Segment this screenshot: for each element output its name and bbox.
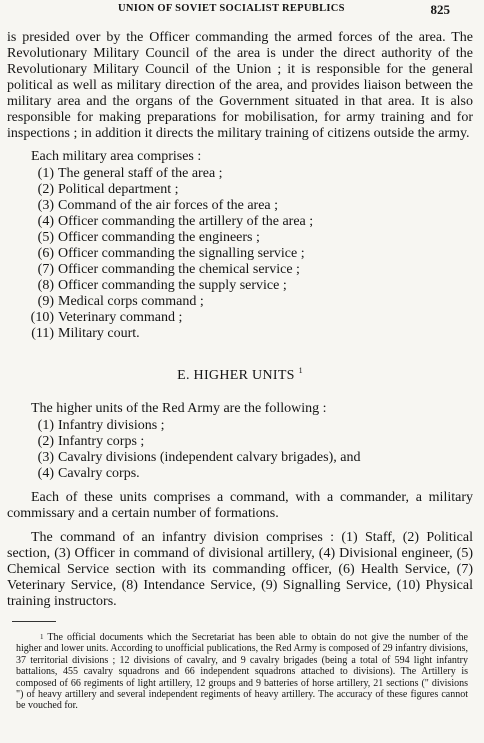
footnote-text: The official documents which the Secretariat has been able to obtain do not give the number of the higher and lower units. According to unofficial publications, the Red Army is composed of 29 infantry divisions, 37 territorial divisions ; 12 divisions of cavalry, and 9 cavalry brigades (being a total of 594 light infantry battalions, 455 cavalry squadrons and 66 independent squadrons attached to divisions). The Artillery is composed of 66 regiments of light artillery, 12 groups and 9 batteries of horse artillery, 21 sections (" divisions ") of heavy artillery and several independent regiments of heavy artillery. The accuracy of these figures cannot be vouched for.	[16, 632, 468, 712]
area-list-item-number: (8)	[37, 278, 54, 293]
units-list-intro: The higher units of the Red Army are the following :	[31, 401, 327, 416]
area-list-item-text: Officer commanding the engineers ;	[58, 230, 260, 245]
area-list-item-number: (6)	[37, 246, 54, 261]
area-list-item	[7, 326, 473, 342]
area-list-item-text: Military court.	[58, 326, 140, 341]
units-list-item-number: (4)	[37, 466, 54, 481]
intro-paragraph: is presided over by the Officer commanding the armed forces of the area. The Revolutionary Military Council of the area is under the direct authority of the Revolutionary Military Council of the Union ; it is responsible for the general political as well as military direction of the area, and provides liaison between the military area and the organs of the Government situated in that area. It is also responsible for making preparations for mobilisation, for army training and for inspections ; in addition it directs the military training of citizens outside the army.	[7, 30, 473, 141]
area-list-intro: Each military area comprises :	[31, 149, 202, 164]
units-list-item-number: (1)	[37, 418, 54, 433]
area-list-item	[7, 182, 473, 198]
area-list-item-number: (3)	[37, 198, 54, 213]
page-number: 825	[430, 2, 450, 17]
area-list-item-number: (10)	[30, 310, 54, 325]
area-list-item	[7, 246, 473, 262]
area-list-item-number: (9)	[37, 294, 54, 309]
area-list-item-text: Command of the air forces of the area ;	[58, 198, 279, 213]
area-list-item	[7, 262, 473, 278]
area-list-item-number: (5)	[37, 230, 54, 245]
area-list-item-text: Officer commanding the signalling service ;	[58, 246, 305, 261]
footnote	[16, 632, 468, 712]
running-title: UNION OF SOVIET SOCIALIST REPUBLICS	[118, 3, 345, 14]
area-list-item	[7, 310, 473, 326]
units-list-item	[7, 450, 473, 466]
section-heading	[7, 368, 473, 384]
units-list-item-text: Infantry corps ;	[58, 434, 145, 449]
area-list-item-text: Officer commanding the artillery of the area ;	[58, 214, 314, 229]
area-list-item	[7, 214, 473, 230]
area-list-item-text: Officer commanding the chemical service ;	[58, 262, 300, 277]
units-list-item-text: Cavalry corps.	[58, 466, 140, 481]
units-list-item	[7, 434, 473, 450]
area-list-item-number: (1)	[37, 166, 54, 181]
units-list-item-number: (2)	[37, 434, 54, 449]
unit-paragraph: Each of these units comprises a command, with a commander, a military commissary and a certain number of formations.	[7, 490, 473, 521]
area-list	[7, 166, 473, 342]
page-header	[0, 3, 484, 21]
area-list-item	[7, 294, 473, 310]
section-heading-text: E. HIGHER UNITS	[177, 368, 295, 383]
footnote-marker: 1	[40, 633, 44, 641]
units-list-item	[7, 418, 473, 434]
area-list-item-text: Officer commanding the supply service ;	[58, 278, 287, 293]
units-list	[7, 418, 473, 482]
area-list-item-number: (2)	[37, 182, 54, 197]
units-list-item-text: Infantry divisions ;	[58, 418, 165, 433]
area-list-item-number: (11)	[31, 326, 54, 341]
units-list-item-number: (3)	[37, 450, 54, 465]
area-list-item-number: (7)	[37, 262, 54, 277]
area-list-item-text: Veterinary command ;	[58, 310, 183, 325]
body-text	[7, 30, 473, 610]
area-list-item-text: Political department ;	[58, 182, 179, 197]
area-list-item-number: (4)	[37, 214, 54, 229]
area-list-item	[7, 230, 473, 246]
area-list-item-text: Medical corps command ;	[58, 294, 204, 309]
units-list-item	[7, 466, 473, 482]
area-list-item	[7, 278, 473, 294]
footnote-divider	[12, 621, 56, 622]
units-list-item-text: Cavalry divisions (independent calvary brigades), and	[58, 450, 361, 465]
division-paragraph: The command of an infantry division comprises : (1) Staff, (2) Political section, (3) Officer in command of divisional artillery, (4) Divisional engineer, (5) Chemical Service section with its commanding officer, (6) Health Service, (7) Veterinary Service, (8) Intendance Service, (9) Signalling Service, (10) Physical training instructors.	[7, 530, 473, 609]
section-footnote-marker: 1	[298, 366, 303, 375]
area-list-item	[7, 166, 473, 182]
area-list-item	[7, 198, 473, 214]
area-list-item-text: The general staff of the area ;	[58, 166, 223, 181]
